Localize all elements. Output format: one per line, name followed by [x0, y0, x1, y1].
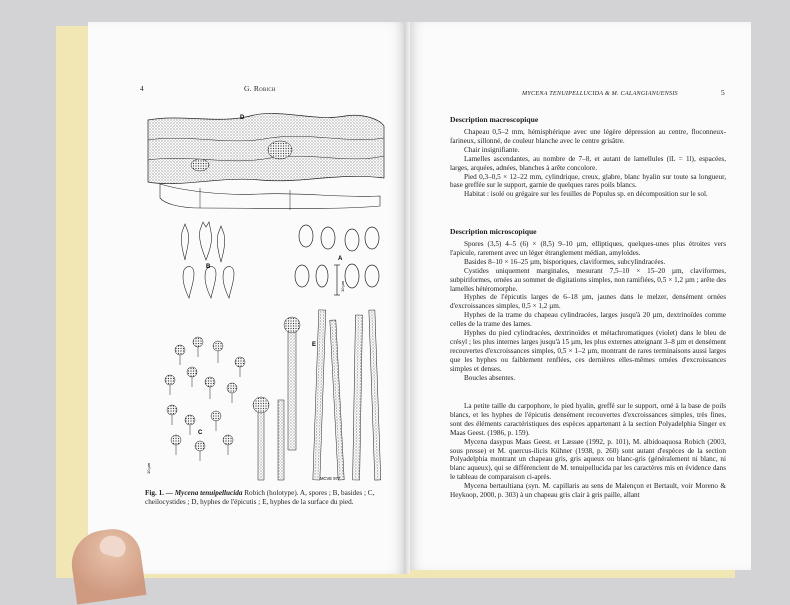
right-running-head: MYCENA TENUIPELLUCIDA & M. CALANGIANUENSIS — [522, 90, 678, 97]
panel-a-spores — [295, 225, 379, 295]
scale-label-a: 10 µm — [340, 280, 345, 292]
micro-description — [450, 240, 726, 383]
species-figure — [140, 110, 388, 485]
figure-credit: MCVE 977 — [320, 476, 341, 481]
label-b: B — [206, 264, 211, 270]
micro-pied: Hyphes du pied cylindracées, dextrinoïdes et métachromatiques (violet) dans le bleu de crésyl ; les plus internes larges jusqu'à 15 µm, les plus externes atteignant 3–8 µm et densément recouvertes d'excroissances simples, 0,5 × 1–2 µm, montrant de rares terminaisons aussi larges que les hyphes ou faiblement renflées, ces dernières elles-mêmes ornées d'excroissances simples et denses. — [450, 329, 726, 373]
label-e: E — [312, 342, 317, 348]
left-folio: 4 — [140, 84, 144, 93]
panel-e-stipe-hyphae — [253, 310, 381, 480]
panel-d-epicutis — [148, 113, 384, 210]
micro-spores: Spores (3,5) 4–5 (6) × (8,5) 9–10 µm, elliptiques, quelques-unes plus étroites vers l'apicule, rarement avec un léger étranglement médian, amyloïdes. — [450, 240, 726, 257]
micro-epicutis: Hyphes de l'épicutis larges de 6–18 µm, jaunes dans le melzer, densément ornées d'excroissances simples, 0,5 × 1,2 µm. — [450, 293, 726, 311]
macro-lamelles: Lamelles ascendantes, au nombre de 7–8, et autant de lamellules (lL = 1l), espacées, larges, arquées, adnées, blanches à arête concolore. — [450, 154, 726, 172]
label-c: C — [198, 430, 203, 436]
macro-habitat: Habitat : isolé ou grégaire sur les feuilles de Populus sp. en décomposition sur le sol. — [464, 190, 708, 199]
micro-trame: Hyphes de la trame du chapeau cylindracées, larges jusqu'à 20 µm, dextrinoïdes comme celles de la trame des lames. — [450, 311, 726, 329]
macro-description — [450, 128, 726, 199]
figure-caption — [145, 489, 390, 507]
macro-pied: Pied 0,3–0,5 × 12–22 mm, cylindrique, creux, glabre, blanc hyalin sur toute sa longueur, base greffée sur le support, garnie de quelques rares poils blancs. — [450, 172, 726, 190]
right-folio: 5 — [721, 88, 725, 97]
panel-c-cheilocystidia — [165, 337, 245, 461]
discussion-p2: Mycena dasypus Maas Geest. et Læssøe (1992, p. 101), M. albidoaquosa Robich (2003, sous presse) et M. quercus-ilicis Kühner (1938, p. 260) sont autant d'espèces de la section Polyadelphia montrant un chapeau gris, gris aqueux ou blanc-gris (généralement ni blanc, ni blanc aqueux), qui se différencient de M. tenuipellucida par les caractères mis en évidence dans le tableau de comparaison ci-après. — [450, 437, 726, 482]
panel-b-basidia — [181, 222, 234, 298]
caption-text: Robich (holotype). A, spores ; B, basides ; C, cheilocystides ; D, hyphes de l'épicutis ; E, hyphes de la surface du pied. — [145, 489, 375, 506]
discussion-p3: Mycena bertaultiana (syn. M. capillaris au sens de Malençon et Bertault, voir Moreno & Heykoop, 2000, p. 303) à un chapeau gris clair à gris paille, allant — [450, 482, 726, 500]
label-a: A — [338, 256, 343, 262]
micro-cystides: Cystides uniquement marginales, mesurant 7,5–10 × 15–20 µm, claviformes, subpiriformes, ornées au sommet de digitations simples, non ramifiées, 0,5 × 1,2 µm ; arête des lamelles hétéromorphe. — [450, 266, 726, 293]
micro-boucles: Boucles absentes. — [464, 373, 516, 382]
macro-heading: Description macroscopique — [450, 115, 539, 124]
micro-heading: Description microscopique — [450, 227, 537, 236]
left-running-head: G. Robich — [244, 84, 276, 93]
book-gutter — [404, 22, 410, 574]
micro-basides: Basides 8–10 × 16–25 µm, bisporiques, claviformes, subcylindracées. — [464, 257, 666, 266]
scale-label-c: 10 µm — [146, 462, 151, 474]
label-d: D — [240, 115, 245, 121]
macro-chair: Chair insignifiante. — [464, 145, 520, 154]
caption-fig-label: Fig. 1. — — [145, 489, 173, 497]
discussion — [450, 402, 726, 500]
caption-species: Mycena tenuipellucida — [174, 489, 243, 497]
discussion-p1: La petite taille du carpophore, le pied hyalin, greffé sur le support, orné à la base de poils blancs, et les hyphes de l'épicutis densément recouvertes d'excroissances simples, très fines, sont des éléments caractéristiques des espèces appartenant à la section Polyadelphia Singer ex Maas Geest. (1986, p. 159). — [450, 402, 726, 437]
macro-chapeau: Chapeau 0,5–2 mm, hémisphérique avec une légère dépression au centre, floconneux-farineux, sillonné, de couleur blanche avec le centre grisâtre. — [450, 128, 726, 145]
